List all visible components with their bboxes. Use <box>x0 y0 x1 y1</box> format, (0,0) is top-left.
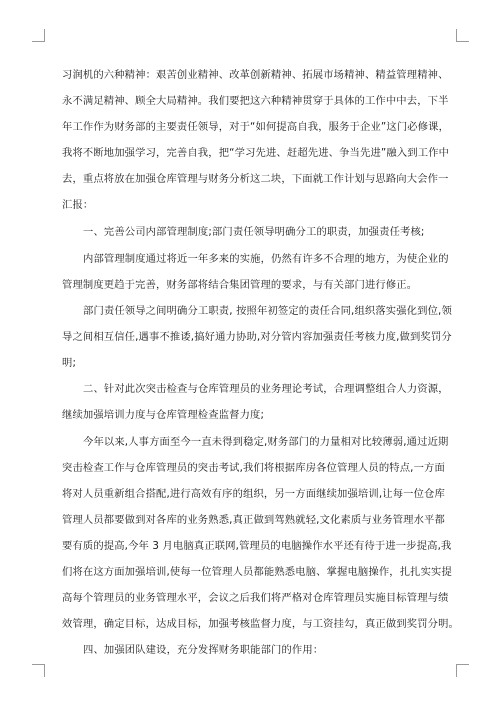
paragraph-line: 汇报： <box>62 199 94 211</box>
paragraph-line: 永不满足精神、顾全大局精神。我们要把这六种精神贯穿于具体的工作中中去，下半 <box>62 95 449 107</box>
paragraph-line: 内部管理制度通过将近一年多来的实施，仍然有许多不合理的地方，为使企业的 <box>83 253 449 265</box>
section-heading: 二、针对此次突击检查与仓库管理员的业务理论考试，合理调整组合人力资源， <box>83 383 449 395</box>
paragraph-line: 导之间相互信任,遇事不推诿,搞好通力协助,对分管内容加强责任考核力度,做到奖罚分 <box>62 331 452 343</box>
paragraph-line: 今年以来,人事方面至今一直未得到稳定,财务部门的力量相对比较薄弱,通过近期 <box>83 436 449 448</box>
paragraph-line: 效管理，确定目标，达成目标，加强考核监督力度，与工资挂勾，真正做到奖罚分明。 <box>62 618 459 630</box>
crop-mark-top-right <box>456 29 469 42</box>
section-heading: 一、完善公司内部管理制度;部门责任领导明确分工的职责，加强责任考核; <box>83 226 425 238</box>
paragraph-line: 高每个管理员的业务管理水平，会议之后我们将严格对仓库管理员实施目标管理与绩 <box>62 592 449 604</box>
paragraph-line: 部门责任领导之间明确分工职责, 按照年初签定的责任合同,组织落实强化到位,领 <box>83 305 452 317</box>
paragraph-line: 突击检查工作与仓库管理员的突击考试,我们将根据库房各位管理人员的特点,一方面 <box>62 462 445 474</box>
paragraph-line: 管理人员都要做到对各库的业务熟悉,真正做到驾熟就轻,文化素质与业务管理水平都 <box>62 514 445 526</box>
paragraph-line: 们将在这方面加强培训,使每一位管理人员都能熟悉电脑、掌握电脑操作，扎扎实实提 <box>62 566 452 578</box>
paragraph-line: 我将不断地加强学习，完善自我，把“学习先进、赶超先进、争当先进”融入到工作中 <box>62 147 450 159</box>
section-heading: 四、加强团队建设，充分发挥财务职能部门的作用： <box>83 644 324 656</box>
paragraph-line: 年工作作为财务部的主要责任领导，对于“如何提高自我，服务于企业”这门必修课， <box>62 121 450 133</box>
crop-mark-top-left <box>32 29 45 42</box>
crop-mark-bottom-left <box>32 664 45 677</box>
paragraph-line: 习润机的六种精神：艰苦创业精神、改革创新精神、拓展市场精神、精益管理精神、 <box>62 69 449 81</box>
paragraph-line: 明; <box>62 357 77 369</box>
paragraph-line: 将对人员重新组合搭配,进行高效有序的组织，另一方面继续加强培训,让每一位仓库 <box>62 488 445 500</box>
paragraph-line: 继续加强培训力度与仓库管理检查监督力度; <box>62 409 265 421</box>
paragraph-line: 管理制度更趋于完善，财务部将结合集团管理的要求，与有关部门进行修正。 <box>62 279 418 291</box>
paragraph-line: 去，重点将放在加强仓库管理与财务分析这二块，下面就工作计划与思路向大会作一 <box>62 173 449 185</box>
crop-mark-bottom-right <box>456 664 469 677</box>
paragraph-line: 要有质的提高,今年 3 月电脑真正联网,管理员的电脑操作水平还有待于进一步提高,我 <box>62 540 452 552</box>
